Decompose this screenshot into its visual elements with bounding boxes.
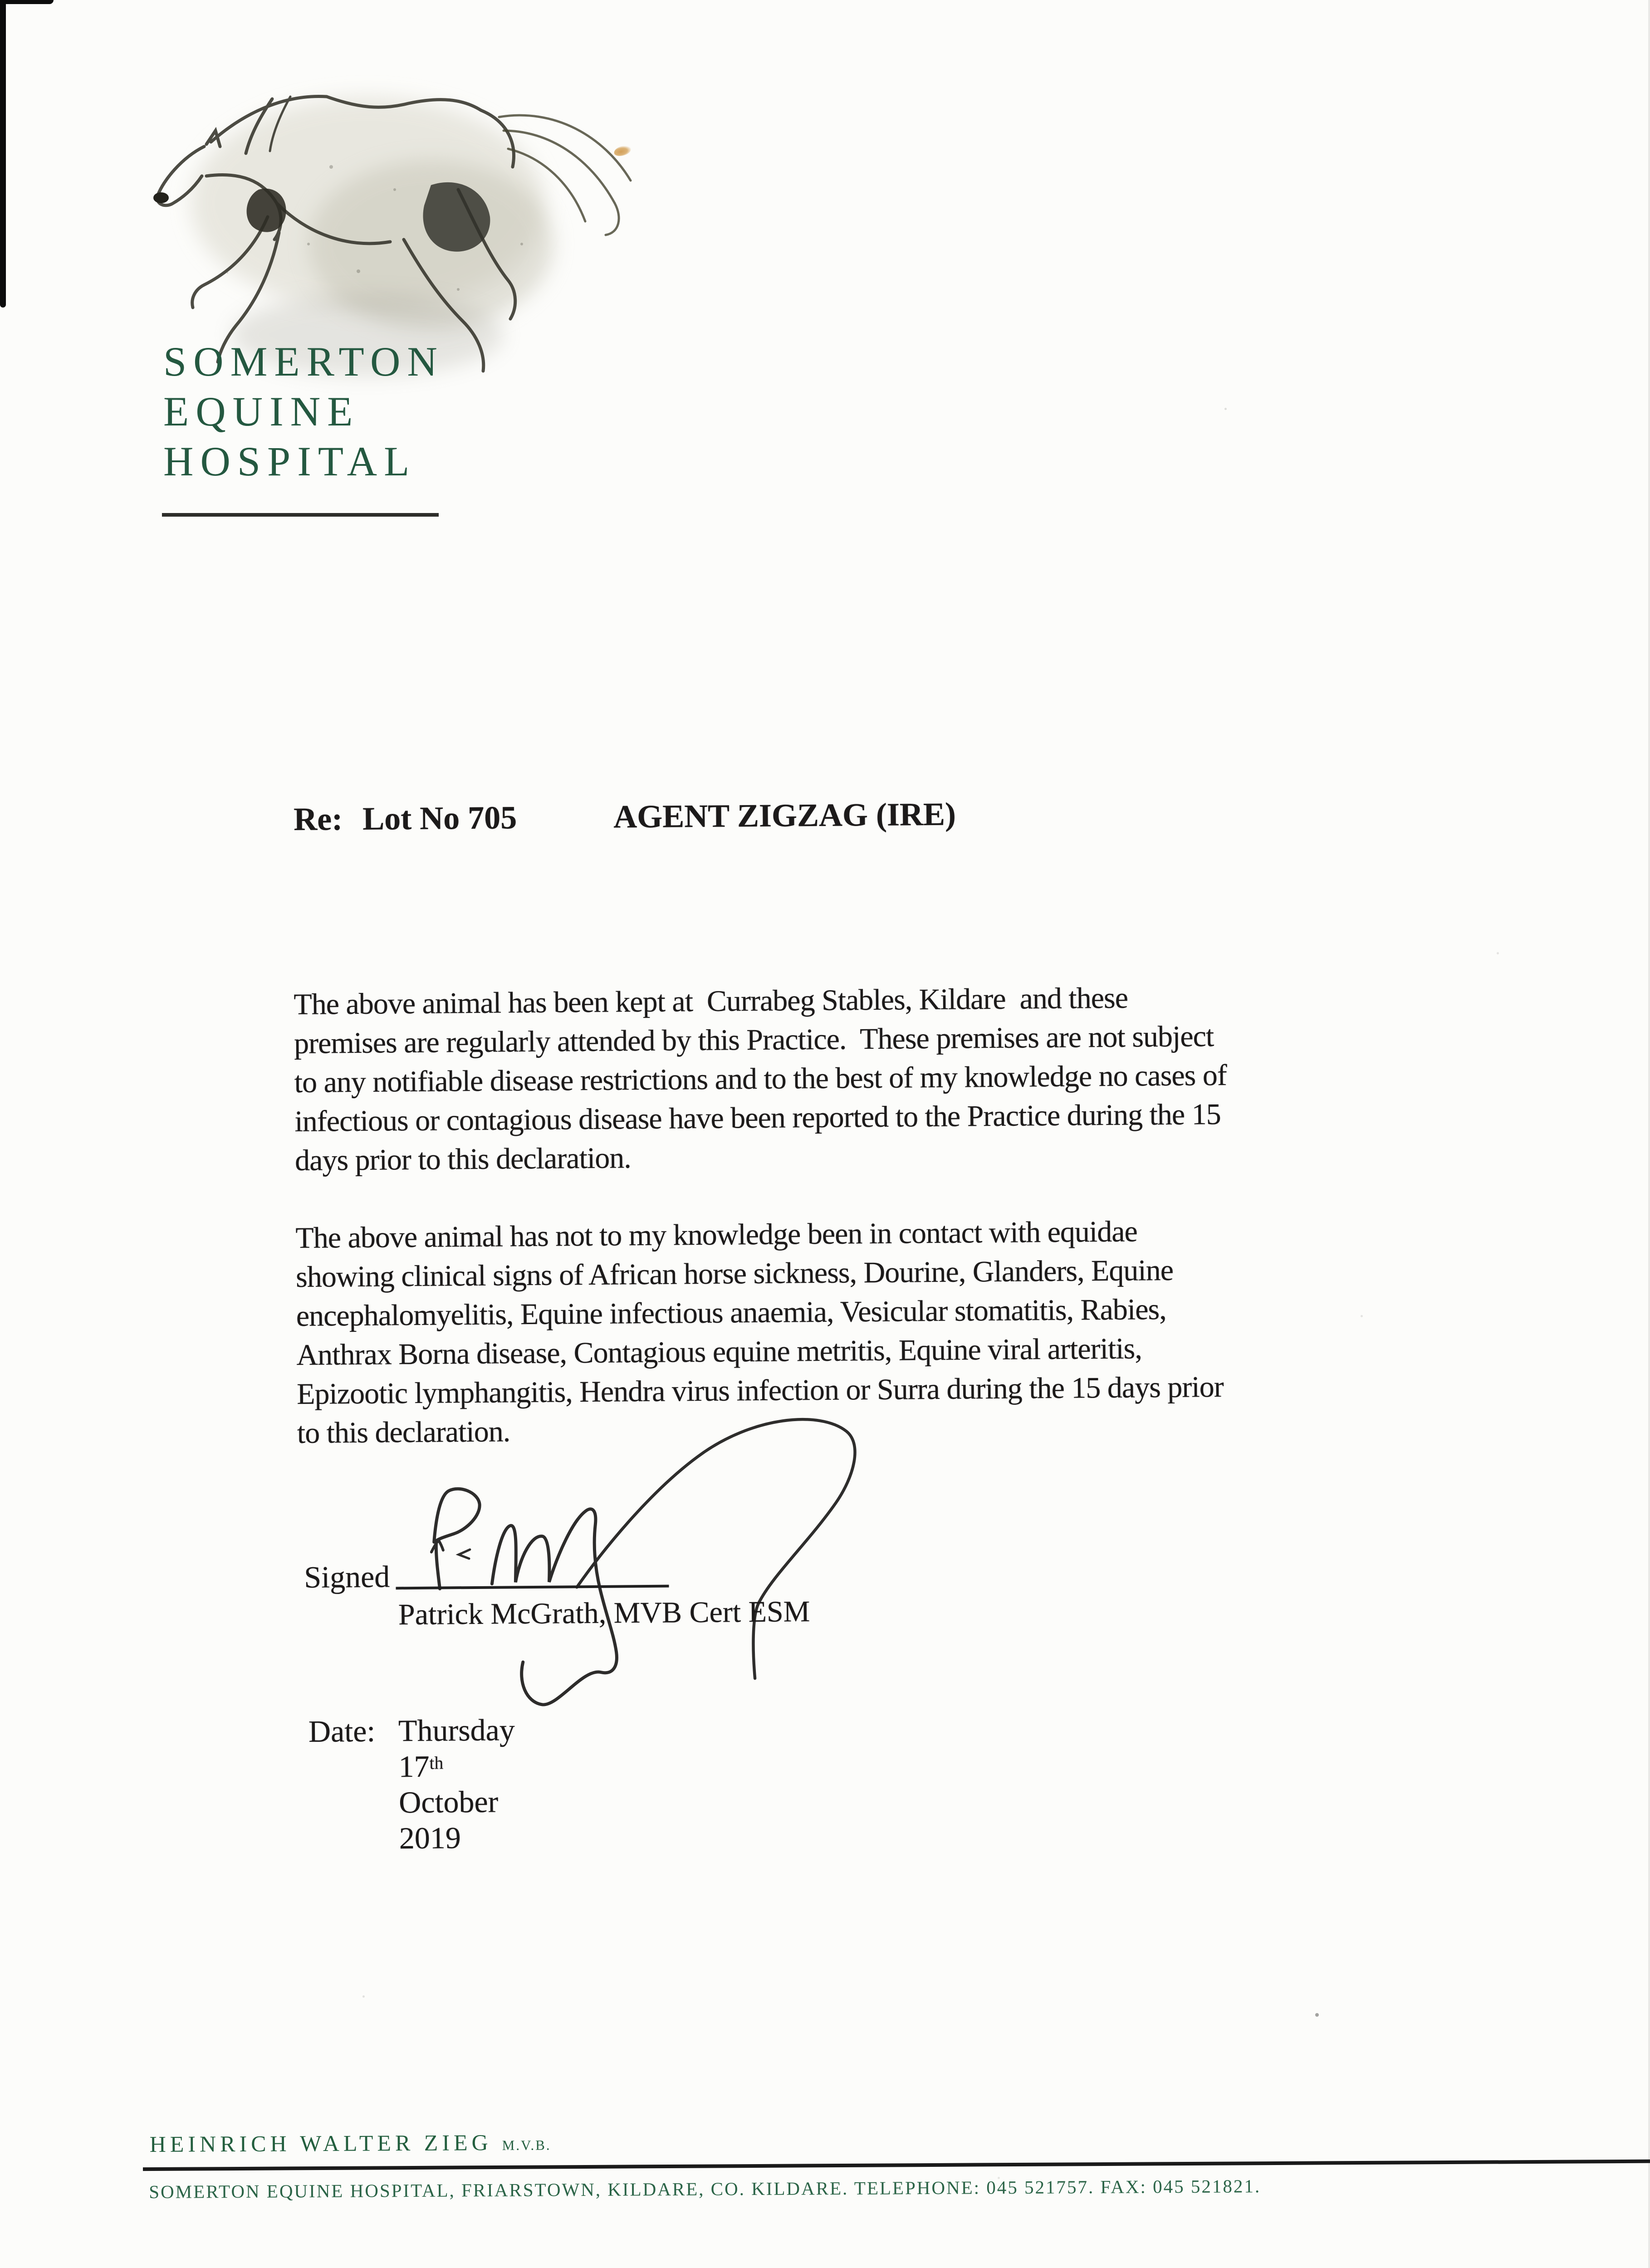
horse-name: AGENT ZIGZAG (IRE): [613, 796, 956, 835]
letterhead-line-3: HOSPITAL: [163, 438, 416, 484]
paragraph-premises: The above animal has been kept at Currabeg Stables, Kildare and these premises are regularly attended by this Practice. These premises are not subject to any notifiable disease restrictions and to the best of my knowledge no cases of infectious or contagious disease have been reported to the Practice during the 15 days prior to this declaration.: [294, 981, 1227, 1178]
signed-label: Signed: [304, 1559, 390, 1594]
footer-rule: [143, 2160, 1650, 2171]
vet-credentials: M.V.B.: [502, 2137, 551, 2153]
date-ordinal: th: [429, 1753, 444, 1774]
reference-label: Re:: [293, 801, 343, 838]
date-value: Thursday 17th October 2019: [398, 1712, 515, 1856]
footer-address: SOMERTON EQUINE HOSPITAL, FRIARSTOWN, KILDARE, CO. KILDARE. TELEPHONE: 045 521757. FAX: 045 521821.: [149, 2175, 1261, 2203]
lot-number: Lot No 705: [362, 799, 517, 837]
letterhead-line-1: SOMERTON: [163, 338, 444, 385]
vet-name-line: [150, 2129, 551, 2157]
paragraph-diseases: The above animal has not to my knowledge been in contact with equidae showing clinical signs of African horse sickness, Dourine, Glanders, Equine encephalomyelitis, Equine infectious anaemia, Vesicular stomatitis, Rabies, Anthrax Borna disease, Contagious equine metritis, Equine viral arteritis, Epizootic lymphangitis, Hendra virus infection or Surra during the 15 days prior to this declaration.: [295, 1215, 1224, 1450]
date-label: Date:: [308, 1713, 376, 1749]
vet-name: HEINRICH WALTER ZIEG: [149, 2130, 492, 2157]
signatory-name: Patrick McGrath, MVB Cert ESM: [398, 1595, 810, 1632]
letterhead-line-2: EQUINE: [163, 388, 360, 435]
